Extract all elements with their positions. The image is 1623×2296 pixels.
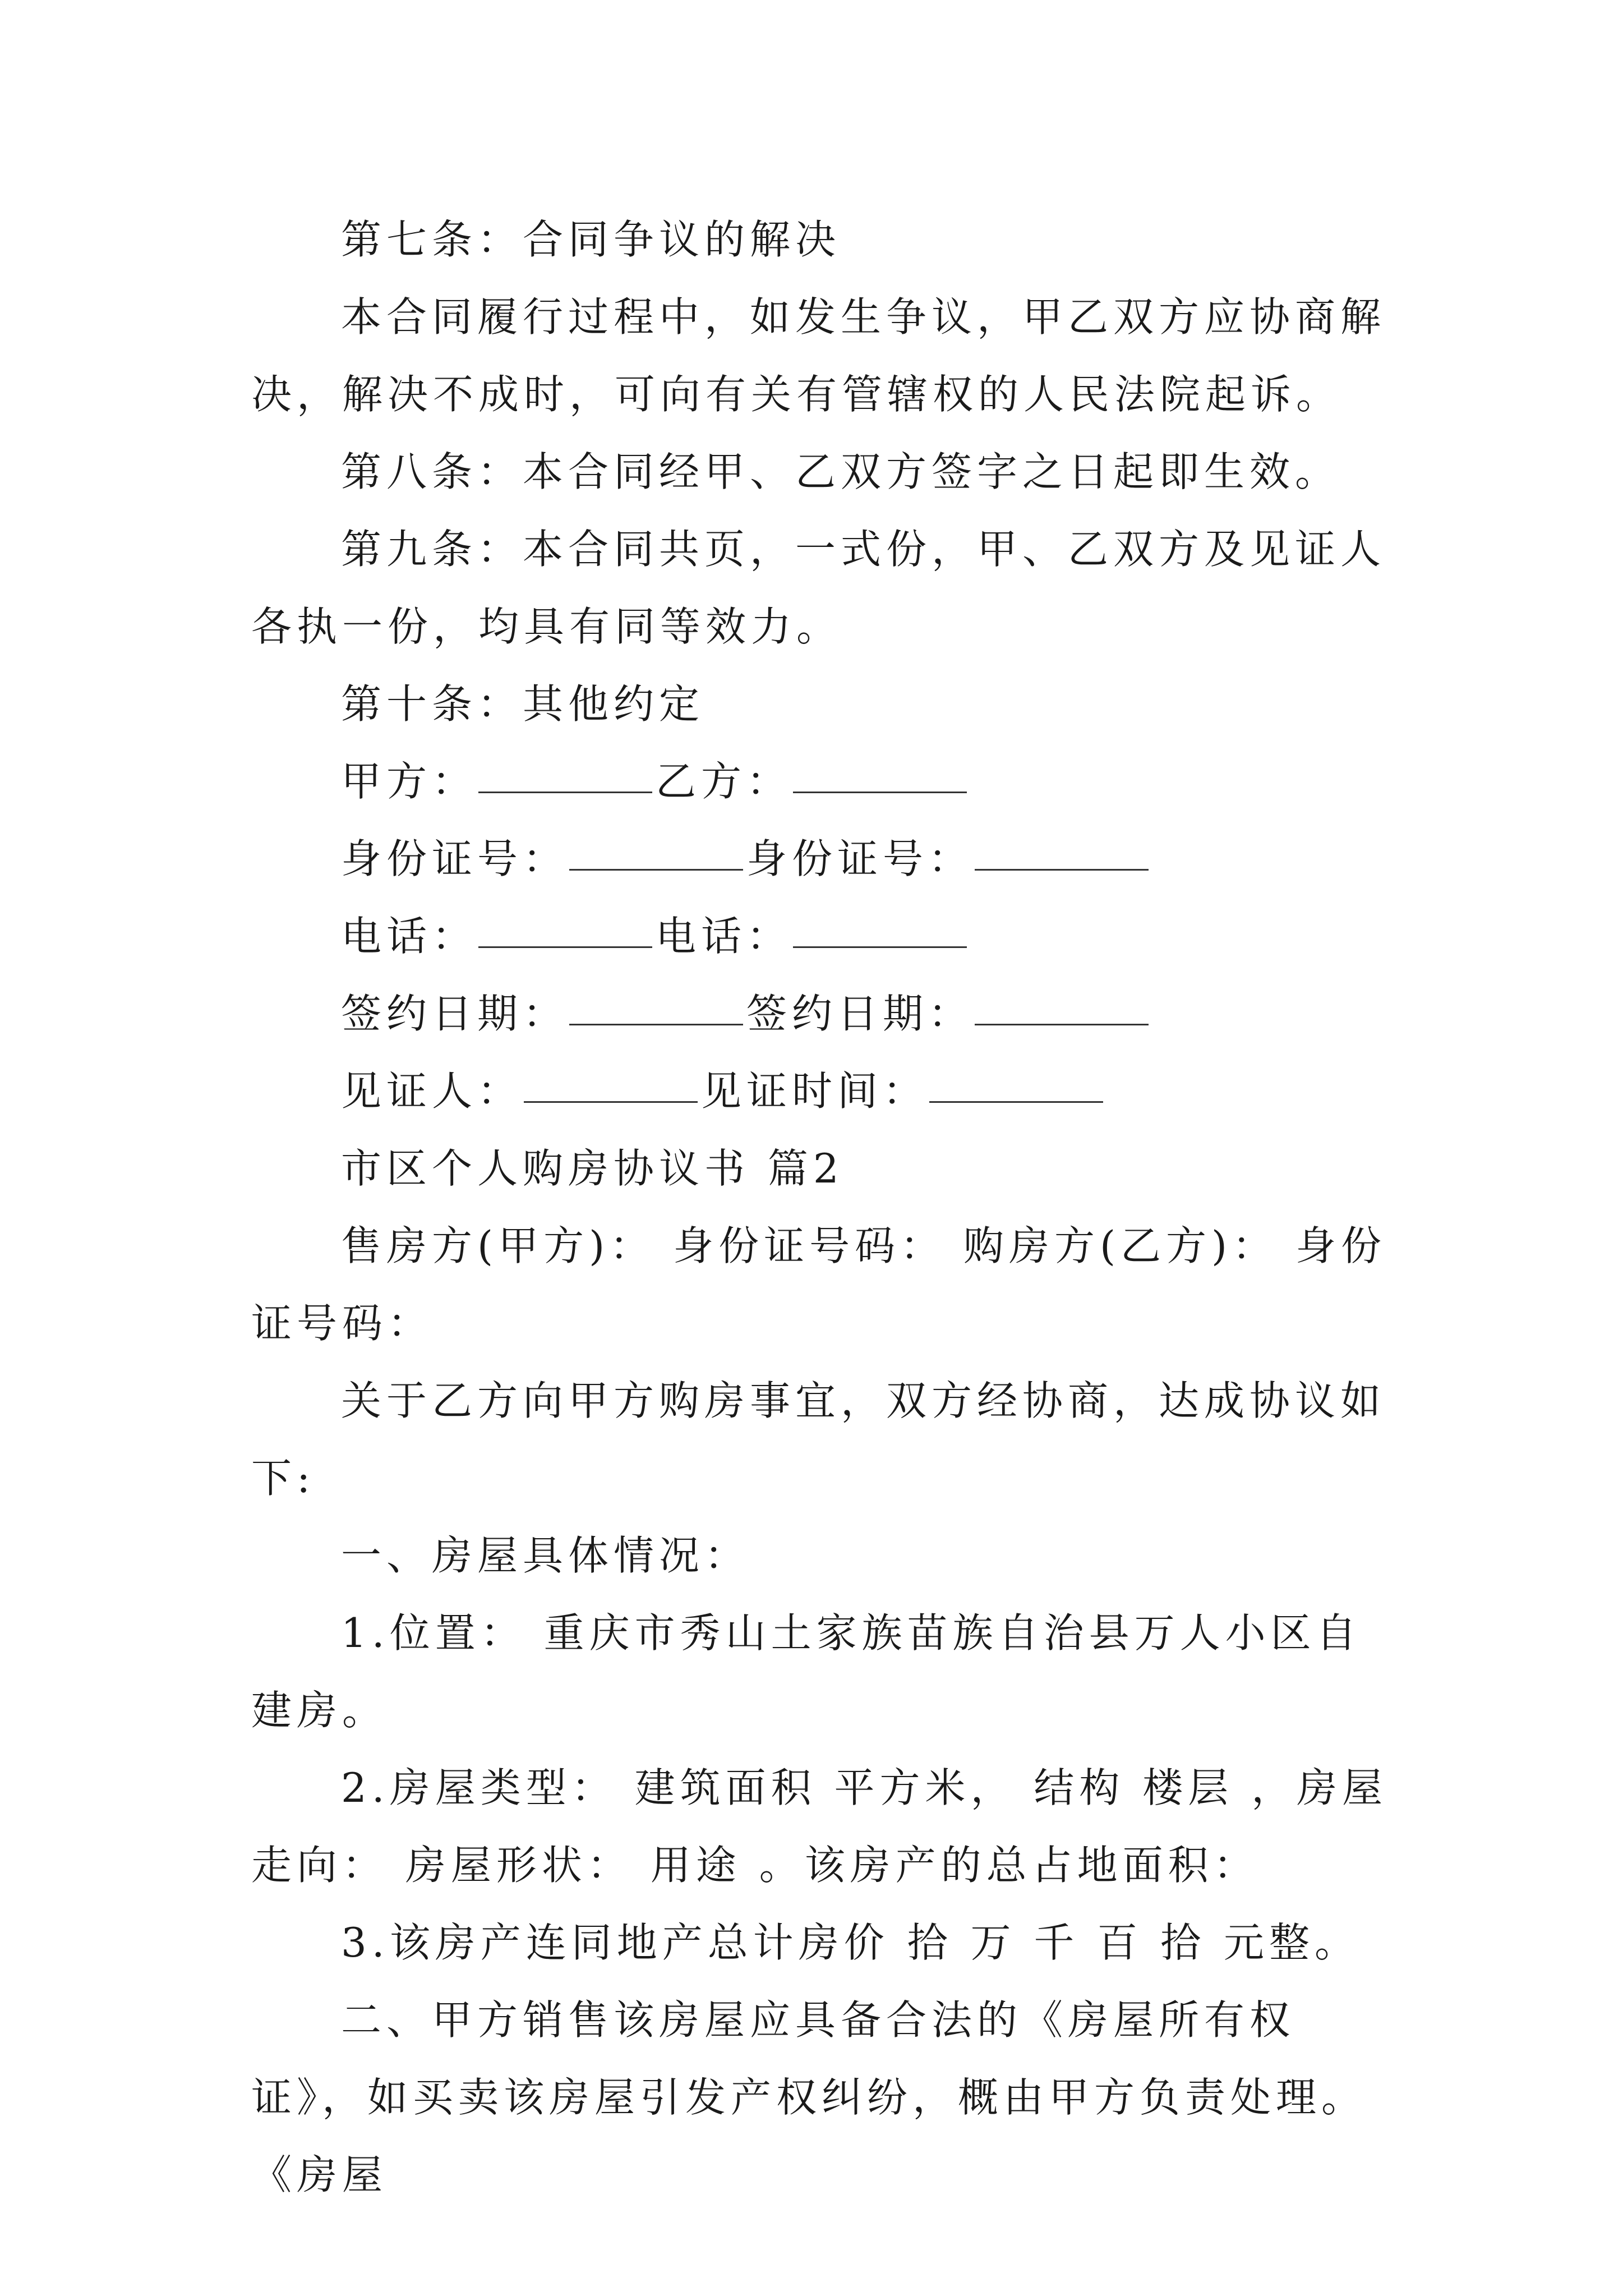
signature-line-party xyxy=(251,743,1390,820)
signature-line-id xyxy=(251,820,1390,898)
witness-time-blank[interactable] xyxy=(929,1099,1103,1103)
clause-1-heading: 一、房屋具体情况： xyxy=(341,1532,750,1579)
date-a-blank[interactable] xyxy=(569,1022,743,1025)
party-b-blank[interactable] xyxy=(793,789,967,793)
agreement-intro: 关于乙方向甲方购房事宜，双方经协商，达成协议如下: xyxy=(251,1377,1386,1502)
party-a-label: 甲方： xyxy=(341,758,478,805)
article-9: 第九条：本合同共页，一式份，甲、乙双方及见证人各执一份，均具有同等效力。 xyxy=(251,526,1386,650)
clause-2: 二、甲方销售该房屋应具备合法的《房屋所有权证》，如买卖该房屋引发产权纠纷，概由甲方负责处理。 《房屋 xyxy=(251,1996,1367,2198)
phone-a-blank[interactable] xyxy=(478,944,652,948)
id-a-label: 身份证号： xyxy=(341,835,569,882)
witness-blank[interactable] xyxy=(524,1099,698,1103)
signature-line-phone xyxy=(251,898,1390,975)
witness-label: 见证人： xyxy=(341,1068,523,1115)
signature-line-date xyxy=(251,975,1390,1052)
phone-b-blank[interactable] xyxy=(793,944,967,948)
date-b-blank[interactable] xyxy=(975,1022,1149,1025)
date-a-label: 签约日期： xyxy=(341,990,569,1037)
clause-1-type: 2.房屋类型： 建筑面积 平方米， 结构 楼层 ，房屋走向： 房屋形状： 用途 。该房产的总占地面积： xyxy=(251,1764,1388,1889)
id-b-blank[interactable] xyxy=(975,867,1149,871)
article-7-heading: 第七条：合同争议的解决 xyxy=(341,216,841,263)
id-b-label: 身份证号： xyxy=(746,835,974,882)
date-b-label: 签约日期： xyxy=(746,990,974,1037)
phone-a-label: 电话： xyxy=(341,913,478,960)
witness-time-label: 见证时间： xyxy=(701,1068,929,1115)
signature-line-witness xyxy=(251,1052,1390,1130)
phone-b-label: 电话： xyxy=(656,913,792,960)
clause-1-price: 3.该房产连同地产总计房价 拾 万 千 百 拾 元整。 xyxy=(341,1919,1361,1966)
article-7-body: 本合同履行过程中，如发生争议，甲乙双方应协商解决，解决不成时，可向有关有管辖权的人民法院起诉。 xyxy=(251,293,1386,418)
article-8: 第八条：本合同经甲、乙双方签字之日起即生效。 xyxy=(341,448,1341,495)
parties-line: 售房方(甲方)： 身份证号码： 购房方(乙方)： 身份证号码： xyxy=(251,1222,1387,1347)
party-a-blank[interactable] xyxy=(478,789,652,793)
article-10-heading: 第十条：其他约定 xyxy=(341,680,705,728)
document-body xyxy=(251,201,1390,2214)
clause-1-location: 1.位置： 重庆市秀山土家族苗族自治县万人小区自建房。 xyxy=(251,1609,1362,1734)
section-title: 市区个人购房协议书 篇2 xyxy=(341,1145,844,1192)
id-a-blank[interactable] xyxy=(569,867,743,871)
party-b-label: 乙方： xyxy=(656,758,792,805)
